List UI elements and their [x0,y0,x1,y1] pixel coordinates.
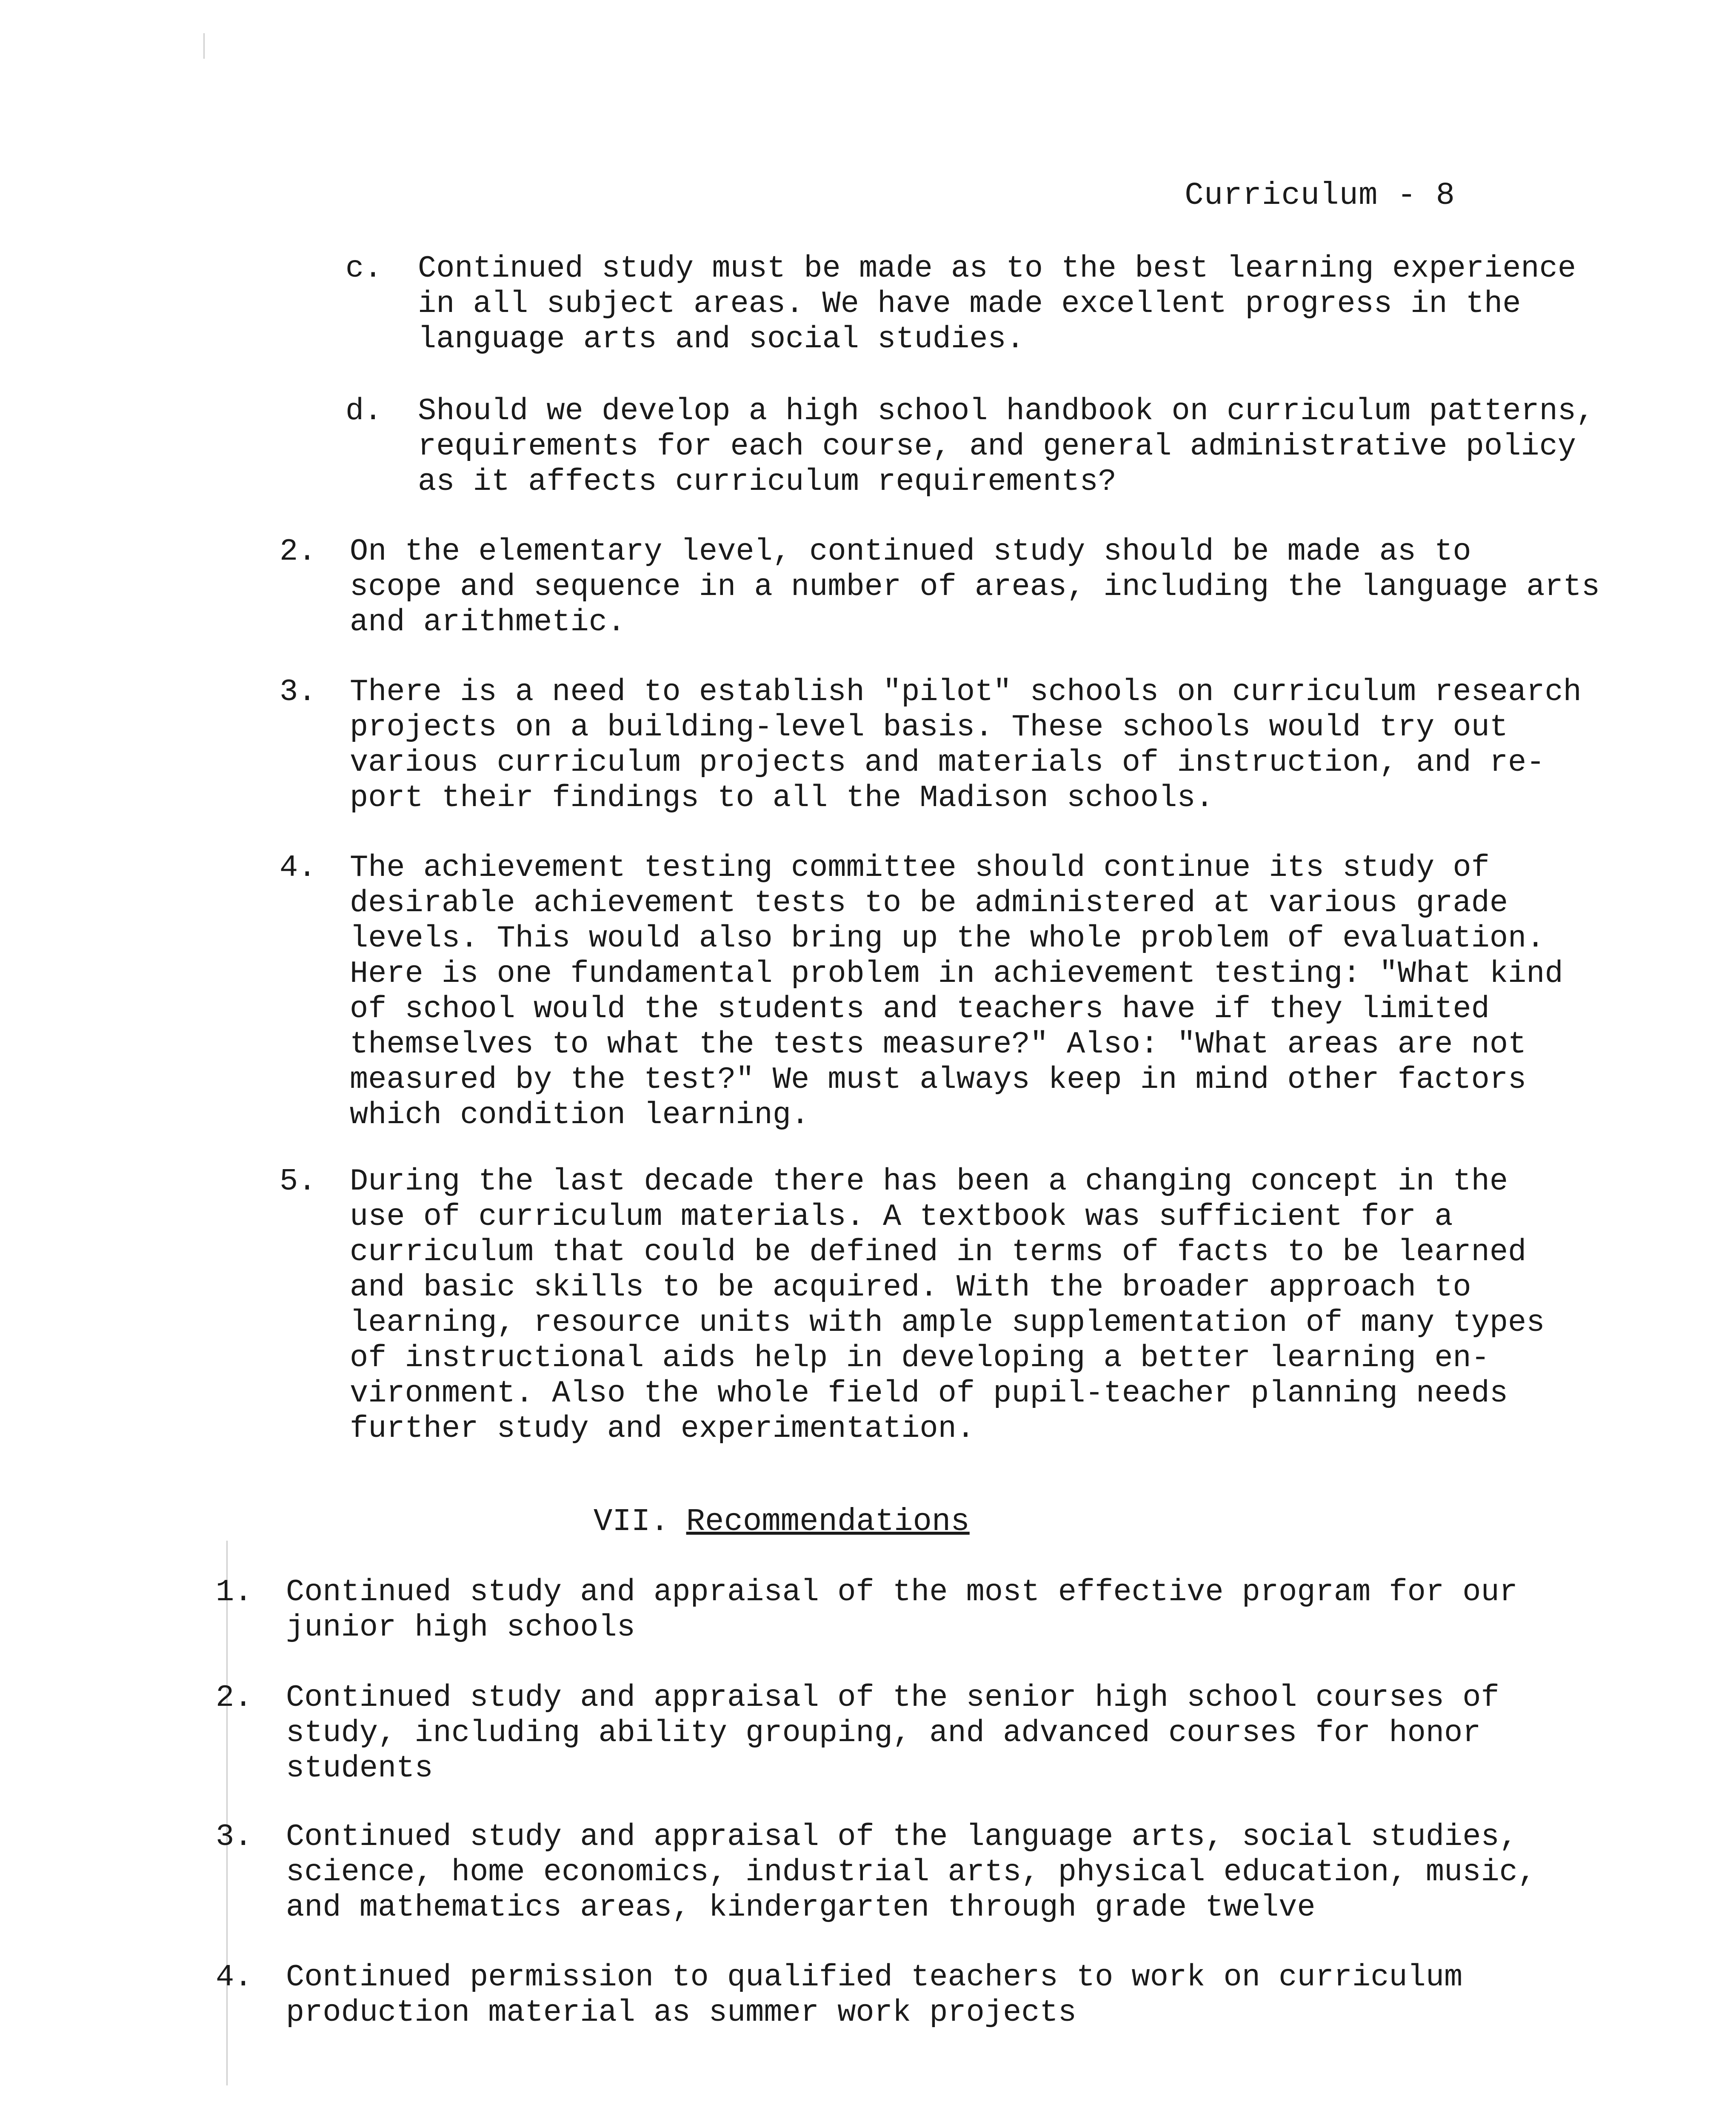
item-marker: 1. [216,1575,253,1610]
item-marker: 2. [216,1680,253,1715]
recommendation-item [216,1819,1536,1925]
item-marker: 5. [280,1164,317,1199]
recommendation-item [216,1680,1499,1786]
list-item [280,534,1600,640]
page-number-label: Curriculum - 8 [1185,178,1455,214]
item-text: Continued study and appraisal of the most effective program for our junior high schools [286,1575,1518,1645]
item-text: On the elementary level, continued study should be made as to scope and sequence in a number of areas, including the language arts and arithmetic. [350,534,1600,640]
binding-mark [203,33,205,59]
item-marker: c. [345,251,383,286]
item-text: There is a need to establish "pilot" schools on curriculum research projects on a building-level basis. These schools would try out various curriculum projects and materials of instruction, and re- port their findings to all the Madison schools. [350,675,1582,815]
item-text: Should we develop a high school handbook on curriculum patterns, requirements for each course, and general administrative policy as it affects curriculum requirements? [418,394,1595,499]
item-text: Continued permission to qualified teachers to work on curriculum production material as summer work projects [286,1960,1463,2030]
list-item [280,1164,1545,1447]
list-item [280,850,1563,1133]
section-title: Recommendations [686,1504,970,1540]
item-marker: d. [345,394,383,429]
recommendation-item [216,1575,1518,1645]
list-item [345,251,1576,357]
recommendation-item [216,1960,1463,2031]
item-marker: 4. [216,1960,253,1995]
list-item [345,394,1595,500]
binding-mark [226,1541,228,2085]
item-marker: 3. [216,1819,253,1854]
item-marker: 3. [280,675,317,709]
section-heading [594,1504,970,1540]
item-marker: 4. [280,850,317,885]
item-text: The achievement testing committee should continue its study of desirable achievement tests to be administered at various grade levels. This would also bring up the whole problem of evaluation. Here is one fundamental problem in achievement testing: "What kind of school would the students and teachers have if they limited themselves to what the tests measure?" Also: "What areas are not measured by the test?" We must always keep in mind other factors which condition learning. [350,850,1563,1133]
list-item [280,675,1582,816]
item-marker: 2. [280,534,317,569]
item-text: During the last decade there has been a changing concept in the use of curriculum materials. A textbook was sufficient for a curriculum that could be defined in terms of facts to be learned and basic skills to be acquired. With the broader approach to learning, resource units with ample supplementation of many types of instructional aids help in developing a better learning en- vironment. Also the whole field of pupil-teacher planning needs further study and experimentation. [350,1164,1545,1446]
item-text: Continued study and appraisal of the senior high school courses of study, including ability grouping, and advanced courses for honor students [286,1680,1499,1786]
item-text: Continued study must be made as to the best learning experience in all subject areas. We have made excellent progress in the language arts and social studies. [418,251,1576,357]
item-text: Continued study and appraisal of the language arts, social studies, science, home economics, industrial arts, physical education, music, and mathematics areas, kindergarten through grade twelve [286,1819,1536,1925]
section-numeral: VII. [594,1504,669,1540]
